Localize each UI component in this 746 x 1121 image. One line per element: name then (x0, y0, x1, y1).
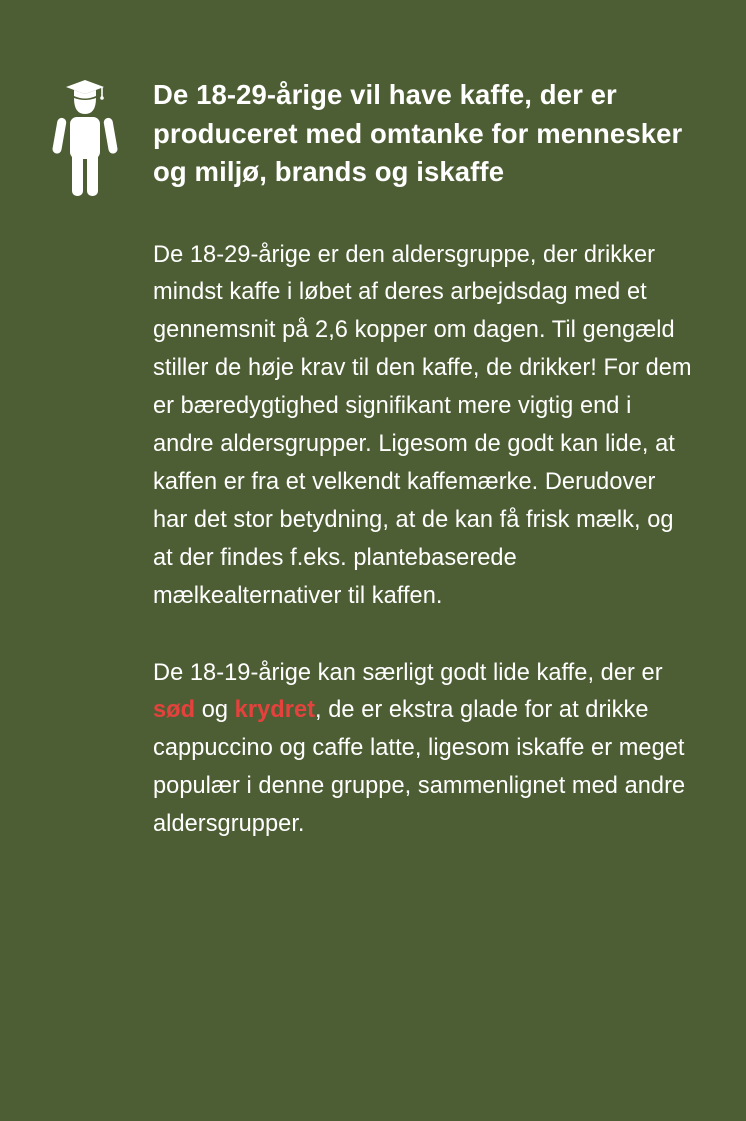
paragraph-text: De 18-19-årige kan særligt godt lide kaffe, der er (153, 659, 663, 686)
highlight-sweet: sød (153, 697, 196, 724)
paragraph-text: , de er ekstra glade for at drikke cappuccino og caffe latte, ligesom iskaffe er meget populær i denne gruppe, sammenlignet med andre aldersgrupper. (153, 697, 686, 838)
paragraph-text: og (195, 697, 235, 724)
paragraph-preferences (153, 655, 693, 845)
highlight-spicy: krydret (234, 697, 316, 724)
article-content (153, 76, 693, 844)
paragraph-intro: De 18-29-årige er den aldersgruppe, der drikker mindst kaffe i løbet af deres arbejdsdag med et gennemsnit på 2,6 kopper om dagen. Til gengæld stiller de høje krav til den kaffe, de drikker! For dem er bæredygtighed signifikant mere vigtig end i andre aldersgrupper. Ligesom de godt kan lide, at kaffen er fra et velkendt kaffemærke. Derudover har det stor betydning, at de kan få frisk mælk, og at der findes f.eks. plantebaserede mælkealternativer til kaffen. (153, 241, 692, 609)
graduate-person-icon (52, 78, 118, 198)
article-heading: De 18-29-årige vil have kaffe, der er produceret med omtanke for mennesker og miljø, brands og iskaffe (153, 79, 683, 187)
